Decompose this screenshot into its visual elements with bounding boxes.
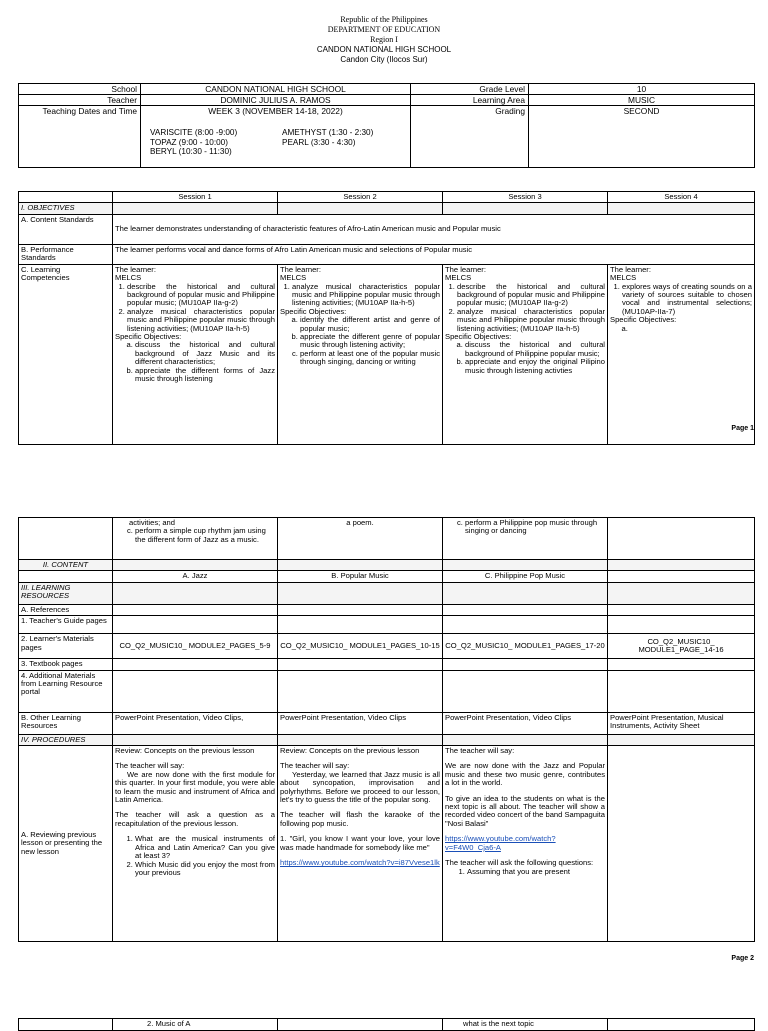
specific-objectives-label: Specific Objectives: <box>115 332 182 342</box>
blank-cell <box>443 604 608 615</box>
procedures-table <box>18 517 755 942</box>
blank-cell <box>608 616 755 634</box>
schedule-slot: AMETHYST (1:30 - 2:30) <box>282 128 374 137</box>
teacher-question-intro: The teacher will ask a question as a recapitulation of the previous lesson. <box>115 810 275 828</box>
other-session-1: PowerPoint Presentation, Video Clips, <box>113 712 278 734</box>
blank-cell <box>443 582 608 604</box>
school-label: School <box>19 84 141 95</box>
schedule-slot <box>282 147 402 157</box>
teachers-guide-label: 1. Teacher's Guide pages <box>19 616 113 634</box>
other-session-3: PowerPoint Presentation, Video Clips <box>443 712 608 734</box>
specific-objective: a. discuss the historical and cultural background of Jazz Music and its different characteristics; <box>135 341 275 366</box>
schedule-slot: BERYL (10:30 - 11:30) <box>150 147 232 156</box>
specific-objective: b. appreciate and enjoy the original Pilipino music through listening activties <box>465 358 605 375</box>
lm-session-3: CO_Q2_MUSIC10_ MODULE1_PAGES_17-20 <box>443 634 608 659</box>
melc-item: 1. explores ways of creating sounds on a variety of sources suitable to chosen vocal and instrumental selections; (MU10AP-IIa-7) <box>622 283 752 317</box>
school-info-table <box>18 83 755 168</box>
session-2-header: Session 2 <box>278 192 443 203</box>
blank-cell <box>608 1019 755 1031</box>
blank-cell <box>278 203 443 214</box>
topic-session-1: A. Jazz <box>113 571 278 582</box>
question-item: 1. What are the musical instruments of Africa and Latin America? Can you give at least 3? <box>135 835 275 860</box>
textbook-label: 3. Textbook pages <box>19 659 113 670</box>
blank-cell <box>443 560 608 571</box>
blank-cell <box>113 734 278 745</box>
page-3-table <box>18 1018 755 1031</box>
grading-label: Grading <box>411 106 529 168</box>
dates-value: WEEK 3 (NOVEMBER 14-18, 2022) <box>208 106 343 116</box>
competencies-session-4 <box>608 264 755 444</box>
session-1-header: Session 1 <box>113 192 278 203</box>
grade-value: 10 <box>529 84 755 95</box>
teacher-say: The teacher will say: <box>280 761 350 771</box>
specific-objective: a. identify the different artist and genre of popular music; <box>300 316 440 333</box>
blank-cell <box>608 560 755 571</box>
topic-session-4 <box>608 571 755 582</box>
specific-objectives-label: Specific Objectives: <box>610 315 677 325</box>
review-session-3 <box>443 746 608 942</box>
other-resources-label: B. Other Learning Resources <box>19 712 113 734</box>
youtube-link[interactable]: https://www.youtube.com/watch?v=F4W0_Cja6-A <box>445 834 556 852</box>
teacher-statement: We are now done with the first module for this quarter. In your first module, you were able to learn the music and instrument of Africa and Latin America. <box>115 769 275 805</box>
performance-standards-text: The learner performs vocal and dance forms of Afro Latin American music and selections of Popular music <box>113 244 755 264</box>
review-session-1 <box>113 746 278 942</box>
teacher-statement: We are now done with the Jazz and Popular music and these two music genre, contributes a lot in the world. <box>445 761 605 788</box>
letterhead-city: Candon City (Ilocos Sur) <box>340 55 428 64</box>
grading-value: SECOND <box>529 106 755 168</box>
question-item: 1. Assuming that you are present <box>467 868 605 876</box>
specific-objective: b. appreciate the different genre of popular music through listening activity; <box>300 333 440 350</box>
teacher-value: DOMINIC JULIUS A. RAMOS <box>141 95 411 106</box>
specific-objective: c. perform at least one of the popular music through singing, dancing or writing <box>300 350 440 367</box>
lm-session-4: CO_Q2_MUSIC10_ MODULE1_PAGE_14-16 <box>608 634 755 659</box>
fragment-session-1: 2. Music of A <box>113 1019 278 1031</box>
blank-cell <box>113 560 278 571</box>
competencies-session-3 <box>443 264 608 444</box>
blank-cell <box>19 192 113 203</box>
learner-intro: The learner: <box>280 264 321 274</box>
specific-objective: a. discuss the historical and cultural background of Philippine popular music; <box>465 341 605 358</box>
review-title: Review: Concepts on the previous lesson <box>115 746 255 756</box>
schedule-slot: PEARL (3:30 - 4:30) <box>282 137 356 147</box>
other-session-2: PowerPoint Presentation, Video Clips <box>278 712 443 734</box>
blank-cell <box>443 203 608 214</box>
melc-item: 2. analyze musical characteristics popular music and Philippine popular music through listening activities; (MU10AP IIa-h-5) <box>457 308 605 333</box>
page-number: Page 2 <box>731 955 754 962</box>
blank-cell <box>113 670 278 712</box>
teacher-statement: Yesterday, we learned that Jazz music is all about syncopation, improvisation and polyrhythms. Before we proceed to our lesson, let's try to guess the title of the popular song. <box>280 769 440 805</box>
specific-objective: c. perform a Philippine pop music through singing or dancing <box>465 519 605 536</box>
dates-cell <box>141 106 411 168</box>
specific-objective: b. appreciate the different forms of Jazz music through listening <box>135 367 275 384</box>
blank-cell <box>608 734 755 745</box>
content-standards-label: A. Content Standards <box>19 214 113 244</box>
teacher-statement: To give an idea to the students on what is the next topic is all about. The teacher will show a recorded video concert of the band Sampaguita "Nosi Balasi" <box>445 793 605 828</box>
blank-cell <box>608 582 755 604</box>
learning-resources-heading: III. LEARNING RESOURCES <box>19 582 113 604</box>
competencies-session-2 <box>278 264 443 444</box>
grade-label: Grade Level <box>411 84 529 95</box>
lm-session-1: CO_Q2_MUSIC10_ MODULE2_PAGES_5-9 <box>113 634 278 659</box>
objectives-table <box>18 191 755 445</box>
learner-intro: The learner: <box>610 264 651 274</box>
teacher-label: Teacher <box>19 95 141 106</box>
blank-cell <box>443 659 608 670</box>
competencies-label: C. Learning Competencies <box>19 264 113 444</box>
area-value: MUSIC <box>529 95 755 106</box>
melc-item: 1. analyze musical characteristics popular music and Philippine popular music through listening activities; (MU10AP IIa-h-5) <box>292 283 440 308</box>
schedule-slot: VARISCITE (8:00 -9:00) <box>150 128 238 137</box>
topic-session-3: C. Philippine Pop Music <box>443 571 608 582</box>
performance-standards-label: B. Performance Standards <box>19 244 113 264</box>
topic-session-2: B. Popular Music <box>278 571 443 582</box>
other-session-4: PowerPoint Presentation, Musical Instruments, Activity Sheet <box>608 712 755 734</box>
schedule-slot: TOPAZ (9:00 - 10:00) <box>150 137 228 147</box>
blank-cell <box>608 604 755 615</box>
blank-cell <box>608 746 755 942</box>
continued-session-1 <box>113 518 278 560</box>
blank-cell <box>608 659 755 670</box>
area-label: Learning Area <box>411 95 529 106</box>
question-item: 2. Which Music did you enjoy the most from your previous <box>135 861 275 878</box>
session-3-header: Session 3 <box>443 192 608 203</box>
blank-cell <box>608 670 755 712</box>
karaoke-intro: The teacher will flash the karaoke of the following pop music. <box>280 810 440 828</box>
letterhead-school: CANDON NATIONAL HIGH SCHOOL <box>316 45 452 54</box>
blank-cell <box>608 203 755 214</box>
blank-cell <box>113 616 278 634</box>
blank-cell <box>278 734 443 745</box>
lm-session-2: CO_Q2_MUSIC10_ MODULE1_PAGES_10-15 <box>278 634 443 659</box>
melcs-label: MELCS <box>610 273 637 283</box>
objectives-heading: I. OBJECTIVES <box>19 203 113 214</box>
page-number: Page 1 <box>731 425 754 432</box>
competencies-session-1 <box>113 264 278 444</box>
teacher-say: The teacher will say: <box>115 761 185 771</box>
melc-item: 1. describe the historical and cultural background of popular music and Philippine popular music; (MU10AP IIa-g-2) <box>127 283 275 308</box>
continued-session-3 <box>443 518 608 560</box>
blank-cell <box>19 1019 113 1031</box>
blank-cell <box>278 604 443 615</box>
lyric-item: 1. "Girl, you know I want your love, your love was made handmade for somebody like me" <box>280 834 440 852</box>
melcs-label: MELCS <box>280 273 307 283</box>
blank-cell <box>278 1019 443 1031</box>
specific-objective: c. perform a simple cup rhythm jam using the different form of Jazz as a music. <box>135 527 275 544</box>
youtube-link[interactable]: https://www.youtube.com/watch?v=i87Vvese1lk <box>280 858 440 868</box>
schedule-grid <box>144 128 407 157</box>
fragment-session-3: what is the next topic <box>443 1019 608 1031</box>
letterhead <box>0 15 768 65</box>
teacher-question-intro: The teacher will ask the following questions: <box>445 858 594 868</box>
additional-materials-label: 4. Additional Materials from Learning Resource portal <box>19 670 113 712</box>
procedures-heading: IV. PROCEDURES <box>19 734 113 745</box>
blank-cell <box>113 604 278 615</box>
blank-cell <box>278 582 443 604</box>
blank-cell <box>113 659 278 670</box>
dates-label: Teaching Dates and Time <box>19 106 141 168</box>
blank-cell <box>278 659 443 670</box>
review-title: Review: Concepts on the previous lesson <box>280 746 420 756</box>
blank-cell <box>278 560 443 571</box>
melc-item: 1. describe the historical and cultural background of popular music and Philippine popular music; (MU10AP IIa-g-2) <box>457 283 605 308</box>
blank-cell <box>608 518 755 560</box>
blank-cell <box>19 518 113 560</box>
specific-objectives-label: Specific Objectives: <box>280 306 347 316</box>
learners-materials-label: 2. Learner's Materials pages <box>19 634 113 659</box>
letterhead-republic: Republic of the Philippines <box>340 15 428 24</box>
learner-intro: The learner: <box>445 264 486 274</box>
blank-cell <box>443 670 608 712</box>
learner-intro: The learner: <box>115 264 156 274</box>
continued-text: activities; and <box>129 518 176 527</box>
school-value: CANDON NATIONAL HIGH SCHOOL <box>141 84 411 95</box>
review-session-2 <box>278 746 443 942</box>
teacher-say: The teacher will say: <box>445 746 515 756</box>
specific-objective <box>630 325 752 333</box>
blank-cell <box>278 670 443 712</box>
letterhead-department: DEPARTMENT OF EDUCATION <box>327 25 441 34</box>
blank-cell <box>443 616 608 634</box>
session-4-header: Session 4 <box>608 192 755 203</box>
blank-cell <box>113 203 278 214</box>
melc-item: 2. analyze musical characteristics popular music and Philippine popular music through listening activities; (MU10AP IIa-h-5) <box>127 308 275 333</box>
references-label: A. References <box>19 604 113 615</box>
letterhead-region: Region I <box>370 35 398 44</box>
blank-cell <box>278 616 443 634</box>
blank-cell <box>113 582 278 604</box>
content-heading: II. CONTENT <box>19 560 113 571</box>
specific-objectives-label: Specific Objectives: <box>445 332 512 342</box>
blank-cell <box>443 734 608 745</box>
melcs-label: MELCS <box>115 273 142 283</box>
review-label: A. Reviewing previous lesson or presenting the new lesson <box>19 746 113 942</box>
content-standards-text: The learner demonstrates understanding of characteristic features of Afro-Latin American music and Popular music <box>113 214 755 244</box>
continued-session-2: a poem. <box>278 518 443 560</box>
blank-cell <box>19 571 113 582</box>
melcs-label: MELCS <box>445 273 472 283</box>
